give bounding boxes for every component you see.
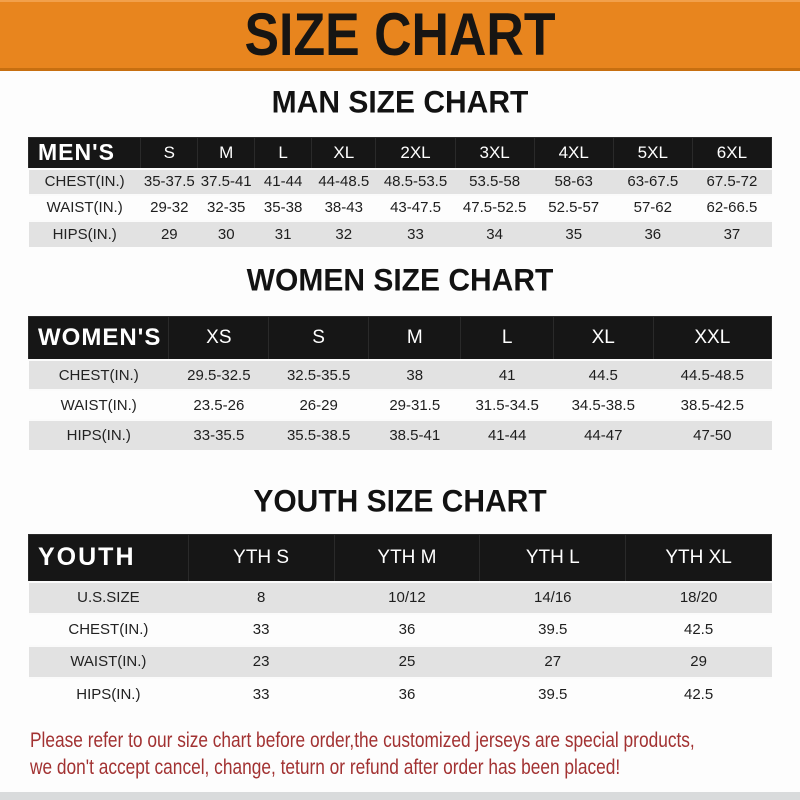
size-value-cell: 14/16 [480,582,626,614]
size-value-cell: 42.5 [626,678,772,710]
size-value-cell: 38-43 [312,195,376,221]
table-row [29,420,772,450]
table-row [29,646,772,678]
table-row [29,582,772,614]
size-value-cell: 43-47.5 [376,195,455,221]
women-size-chart-title: WOMEN SIZE CHART [246,262,554,298]
size-column-header: L [461,316,553,360]
size-value-cell: 42.5 [626,614,772,646]
table-group-label: WOMEN'S [29,316,169,360]
size-chart-banner [0,0,800,71]
size-value-cell: 52.5-57 [534,195,613,221]
size-value-cell: 18/20 [626,582,772,614]
size-value-cell: 58-63 [534,169,613,195]
size-value-cell: 38.5-41 [369,420,461,450]
size-value-cell: 32.5-35.5 [269,360,369,390]
man-size-chart-title: MAN SIZE CHART [271,85,529,120]
table-group-label: MEN'S [29,138,141,169]
size-value-cell: 38.5-42.5 [653,390,771,420]
size-value-cell: 33 [376,221,455,247]
size-value-cell: 53.5-58 [455,169,534,195]
size-value-cell: 67.5-72 [692,169,771,195]
women-header-row [29,316,772,360]
bottom-strip [0,792,800,800]
measurement-row-label: CHEST(IN.) [29,169,141,195]
size-column-header: YTH S [188,535,334,582]
size-column-header: XL [312,138,376,169]
size-value-cell: 44.5-48.5 [653,360,771,390]
measurement-row-label: U.S.SIZE [29,582,189,614]
measurement-row-label: WAIST(IN.) [29,646,189,678]
size-value-cell: 39.5 [480,614,626,646]
size-value-cell: 23.5-26 [169,390,269,420]
size-value-cell: 57-62 [613,195,692,221]
size-value-cell: 63-67.5 [613,169,692,195]
table-row [29,678,772,710]
size-value-cell: 41-44 [255,169,312,195]
size-value-cell: 8 [188,582,334,614]
size-column-header: YTH XL [626,535,772,582]
size-value-cell: 33 [188,614,334,646]
size-value-cell: 47-50 [653,420,771,450]
youth-size-chart-title: YOUTH SIZE CHART [253,484,547,519]
size-column-header: XL [553,316,653,360]
table-row [29,360,772,390]
size-value-cell: 36 [613,221,692,247]
size-value-cell: 31.5-34.5 [461,390,553,420]
size-value-cell: 44.5 [553,360,653,390]
size-value-cell: 32-35 [198,195,255,221]
table-row [29,169,772,195]
size-value-cell: 62-66.5 [692,195,771,221]
size-column-header: XS [169,316,269,360]
size-column-header: S [269,316,369,360]
order-notice [30,727,800,781]
size-column-header: 6XL [692,138,771,169]
size-value-cell: 23 [188,646,334,678]
size-value-cell: 27 [480,646,626,678]
size-value-cell: 33 [188,678,334,710]
size-value-cell: 34 [455,221,534,247]
size-column-header: L [255,138,312,169]
measurement-row-label: WAIST(IN.) [29,195,141,221]
size-value-cell: 37 [692,221,771,247]
size-value-cell: 44-47 [553,420,653,450]
size-value-cell: 30 [198,221,255,247]
size-value-cell: 36 [334,614,480,646]
size-column-header: M [198,138,255,169]
size-value-cell: 41 [461,360,553,390]
size-value-cell: 33-35.5 [169,420,269,450]
size-value-cell: 29 [626,646,772,678]
table-group-label: YOUTH [29,535,189,582]
women-size-table [28,316,772,451]
size-value-cell: 26-29 [269,390,369,420]
measurement-row-label: WAIST(IN.) [29,390,169,420]
size-value-cell: 34.5-38.5 [553,390,653,420]
measurement-row-label: HIPS(IN.) [29,221,141,247]
size-column-header: 4XL [534,138,613,169]
youth-size-table [28,534,772,710]
notice-line-1: Please refer to our size chart before order,the customized jerseys are special products, [30,727,695,752]
banner-title: SIZE CHART [244,1,556,69]
size-value-cell: 38 [369,360,461,390]
size-value-cell: 37.5-41 [198,169,255,195]
size-value-cell: 39.5 [480,678,626,710]
size-value-cell: 29-31.5 [369,390,461,420]
size-value-cell: 36 [334,678,480,710]
size-column-header: XXL [653,316,771,360]
size-value-cell: 10/12 [334,582,480,614]
notice-line-2: we don't accept cancel, change, teturn or refund after order has been placed! [30,754,621,779]
size-column-header: YTH M [334,535,480,582]
size-value-cell: 31 [255,221,312,247]
size-value-cell: 41-44 [461,420,553,450]
size-value-cell: 29 [141,221,198,247]
size-value-cell: 35 [534,221,613,247]
measurement-row-label: CHEST(IN.) [29,614,189,646]
size-value-cell: 44-48.5 [312,169,376,195]
table-row [29,614,772,646]
size-column-header: M [369,316,461,360]
men-size-table [28,137,772,247]
size-column-header: YTH L [480,535,626,582]
youth-header-row [29,535,772,582]
measurement-row-label: CHEST(IN.) [29,360,169,390]
size-value-cell: 35-38 [255,195,312,221]
size-value-cell: 29.5-32.5 [169,360,269,390]
size-value-cell: 32 [312,221,376,247]
size-column-header: S [141,138,198,169]
measurement-row-label: HIPS(IN.) [29,420,169,450]
size-column-header: 5XL [613,138,692,169]
measurement-row-label: HIPS(IN.) [29,678,189,710]
size-column-header: 2XL [376,138,455,169]
size-column-header: 3XL [455,138,534,169]
size-value-cell: 25 [334,646,480,678]
table-row [29,195,772,221]
table-row [29,390,772,420]
size-value-cell: 48.5-53.5 [376,169,455,195]
size-value-cell: 47.5-52.5 [455,195,534,221]
table-row [29,221,772,247]
men-header-row [29,138,772,169]
size-value-cell: 29-32 [141,195,198,221]
size-value-cell: 35-37.5 [141,169,198,195]
size-value-cell: 35.5-38.5 [269,420,369,450]
